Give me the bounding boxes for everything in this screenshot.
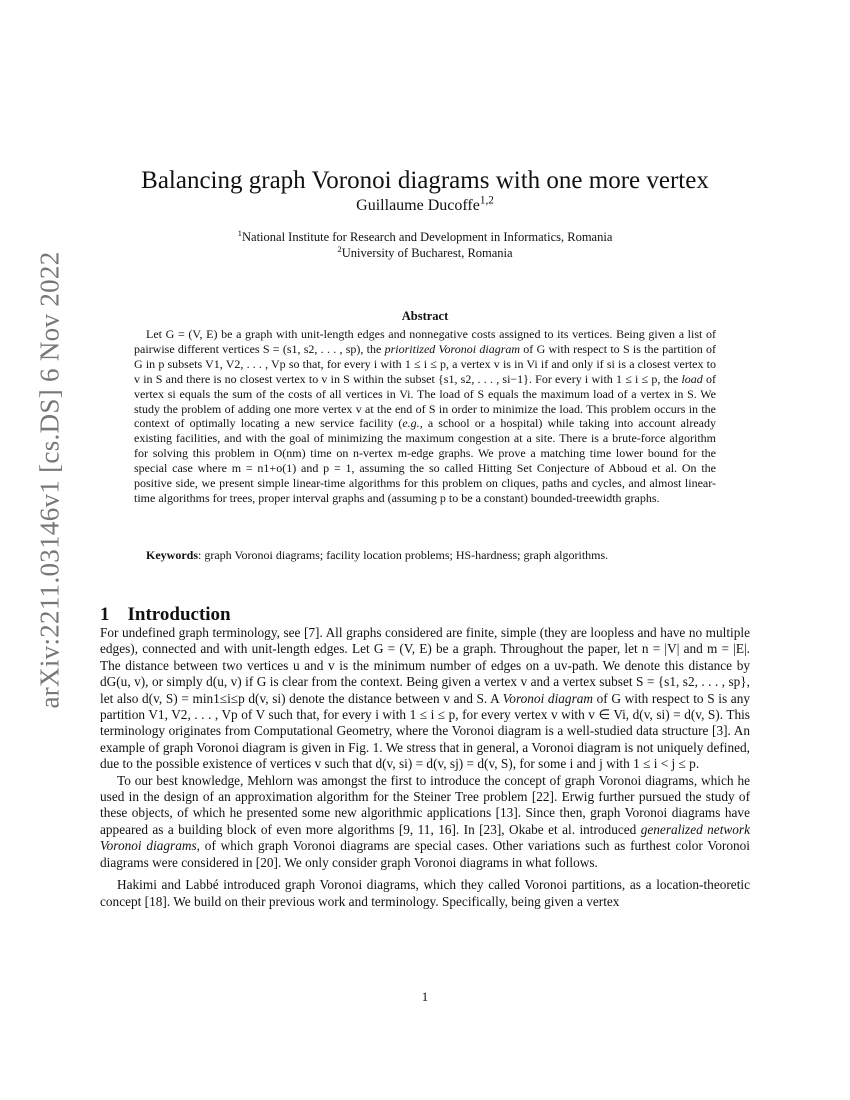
- author-line: [100, 194, 750, 215]
- page-number: 1: [421, 989, 429, 1004]
- intro-paragraph-2: [100, 773, 750, 871]
- abstract-italic-3: e.g.: [402, 416, 420, 431]
- affiliation-2-text: University of Bucharest, Romania: [341, 246, 513, 260]
- intro-p1-rest: of G with respect to S is any partition V1, V2, . . . , Vp of V such that, for every i with 1 ≤ i ≤ p, for every vertex v with v ∈ Vi, d(v, si) = d(v, S). This terminology originates from Computational Geometry, where the Voronoi diagram is a well-studied data structure [3]. An example of graph Voronoi diagram is given in Fig. 1. We stress that in general, a Voronoi diagram is not uniquely defined, due to the possible existence of vertices v such that d(v, si) = d(v, sj) = d(v, S), for some i and j with 1 ≤ i < j ≤ p.: [100, 690, 750, 772]
- author-name: Guillaume Ducoffe: [356, 197, 480, 214]
- abstract-body: [134, 327, 716, 506]
- intro-p2-italic: generalized network Voronoi diagrams: [100, 821, 750, 854]
- affiliation-2: [100, 245, 750, 261]
- intro-paragraph-1: [100, 625, 750, 773]
- keywords-label: Keywords: [146, 548, 198, 562]
- abstract-italic-1: prioritized Voronoi diagram: [384, 341, 521, 356]
- section-heading: [100, 604, 231, 626]
- arxiv-margin-stamp: [30, 251, 70, 709]
- abstract-text-4: , a school or a hospital) while taking into account already existing facilities, and with the goal of minimizing the maximum congestion at a site. There is a brute-force algorithm for solving this problem in O(nm) time on n-vertex m-edge graphs. We prove a matching time lower bound for the special case where m = n1+o(1) and p = 1, assuming the so called Hitting Set Conjecture of Abboud et al. On the positive side, we present simple linear-time algorithms for this problem on cliques, paths and cycles, and almost linear-time algorithms for trees, proper interval graphs and (assuming p to be a constant) bounded-treewidth graphs.: [134, 416, 716, 505]
- affiliation-1: [100, 229, 750, 245]
- arxiv-stamp-text: arXiv:2211.03146v1 [cs.DS] 6 Nov 2022: [34, 251, 65, 709]
- intro-paragraph-3: Hakimi and Labbé introduced graph Voronoi diagrams, which they called Voronoi partitions, as a location-theoretic concept [18]. We build on their previous work and terminology. Specifically, being given a vertex: [100, 877, 750, 909]
- abstract-text-1: Let G = (V, E) be a graph with unit-length edges and nonnegative costs assigned to its vertices. Being given a list of pairwise different vertices S = (s1, s2, . . . , sp), the: [134, 327, 716, 356]
- section-title: Introduction: [127, 603, 231, 625]
- affiliation-1-mark: 1: [237, 227, 242, 238]
- abstract-italic-2: load: [681, 371, 703, 386]
- abstract-text-3: of vertex si equals the sum of the costs of all vertices in Vi. The load of S equals the maximum load of a vertex in S. We study the problem of adding one more vertex v at the end of S in order to minimize the load. This problem occurs in the context of optimally locating a new service facility (: [134, 371, 716, 431]
- paper-title: Balancing graph Voronoi diagrams with one more vertex: [141, 166, 709, 194]
- introduction-body: [100, 625, 750, 910]
- abstract-heading: Abstract: [401, 309, 449, 323]
- intro-p2-rest: , of which graph Voronoi diagrams are special cases. Other variations such as furthest color Voronoi diagrams were considered in [20]. We only consider graph Voronoi diagrams in what follows.: [100, 838, 750, 870]
- intro-p1-text: For undefined graph terminology, see [7]. All graphs considered are finite, simple (they are loopless and have no multiple edges), connected and with unit-length edges. Let G = (V, E) be a graph. Throughout the paper, let n = |V| and m = |E|. The distance between two vertices u and v is the minimum number of edges on a uv-path. We denote this distance by dG(u, v), or simply d(u, v) if G is clear from the context. Being given a vertex v and a vertex subset S = {s1, s2, . . . , sp}, let also d(v, S) = min1≤i≤p d(v, si) denote the distance between v and S. A: [100, 625, 750, 706]
- intro-p1-italic: Voronoi diagram: [502, 690, 593, 706]
- intro-p2-text: To our best knowledge, Mehlorn was amongst the first to introduce the concept of graph Voronoi diagrams, which he used in the design of an approximation algorithm for the Steiner Tree problem [22]. Erwig further pursued the study of these objects, of which he presented some new algorithmic applications [13]. Since then, graph Voronoi diagrams have appeared as a building block of even more algorithms [9, 11, 16]. In [23], Okabe et al. introduced: [100, 772, 750, 837]
- keywords-line: [134, 548, 734, 563]
- section-number: 1: [100, 603, 110, 625]
- affiliation-2-mark: 2: [337, 243, 342, 254]
- keywords-text: : graph Voronoi diagrams; facility location problems; HS-hardness; graph algorithms.: [198, 548, 609, 562]
- affiliation-1-text: National Institute for Research and Development in Informatics, Romania: [242, 230, 613, 244]
- author-superscript: 1,2: [479, 194, 494, 207]
- affiliations: [100, 229, 750, 261]
- abstract-text-2: of G with respect to S is the partition of G in p subsets V1, V2, . . . , Vp so that, for every i with 1 ≤ i ≤ p, a vertex v is in Vi if and only if si is a closest vertex to v in S and there is no closest vertex to v in S within the subset {s1, s2, . . . , si−1}. For every i with 1 ≤ i ≤ p, the: [134, 341, 716, 386]
